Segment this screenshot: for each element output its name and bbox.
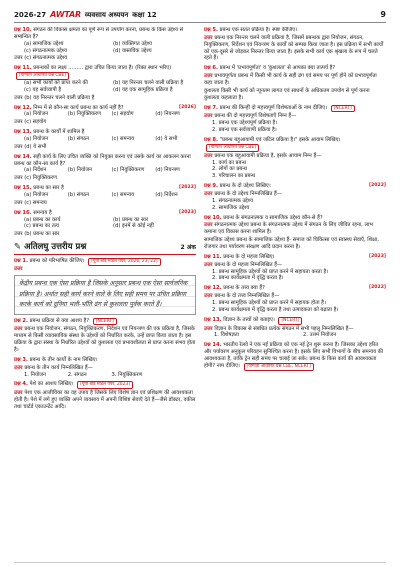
list-item: 3. परिचालन का प्रबन्ध <box>212 173 256 180</box>
question-text: सही कार्य के लिए उचित व्यक्ति को नियुक्त करना एवं उसके कार्य का आकलन करना प्रबन्ध का कौन-सा कार्य है? <box>14 153 191 167</box>
question-text: प्रबन्ध के दो उद्देश्य लिखिए। <box>219 183 271 190</box>
answer: उत्तर प्रबन्ध की दो महत्त्वपूर्ण विशेषताएँ निम्न हैं— <box>204 113 297 120</box>
answer-text: प्रबन्ध के तीन कार्य निम्नलिखित हैं— <box>24 364 93 371</box>
question-text: विज्ञान के तत्त्वों को बताइए। <box>223 316 275 323</box>
answer: उत्तर प्रबन्ध के तीन कार्य निम्नलिखित हैं— <box>14 364 93 371</box>
short-q-1 <box>14 258 196 314</box>
page-header <box>14 9 386 23</box>
question-number: प्रश्न 12. <box>14 104 32 111</box>
question-number: प्रश्न 15. <box>14 185 32 192</box>
question-text: प्रबन्धकों का लक्ष्य ......... द्वारा उचित किया जाता है। (रिक्त स्थान भरिए) <box>33 65 172 72</box>
answer-text: प्रबन्ध के दो महत्त्व निम्नलिखित हैं— <box>214 261 283 268</box>
question-number: प्रश्न 1. <box>14 258 29 265</box>
question-text: प्रबन्ध को परिभाषित कीजिए। <box>29 258 85 265</box>
question-number: प्रश्न 12. <box>204 285 222 292</box>
question-number: प्रश्न 4. <box>14 381 29 388</box>
option: (b) प्रबन्ध का सार <box>113 216 149 223</box>
question-number: प्रश्न 11. <box>14 65 32 72</box>
header-subject: व्यवसाय अध्ययन <box>84 10 129 19</box>
question-text: "प्रबन्ध बहुआयामी एवं जटिल प्रक्रिया है।" इसके आयाम लिखिए। <box>219 136 341 143</box>
question-text: समन्वय है <box>33 209 52 216</box>
answer-text: प्रबन्ध एक निरन्तर चलने वाली प्रक्रिया है, जिसमें प्रबन्धक द्वारा नियोजन, संगठन, नियुक्तिकरण, निर्देशन एवं नियन्त्रण के कार्यों को सम्पन्न किया जाता है। इस प्रक्रिया में सभी कार्यों को एक-दूसरे से जोड़कर निरन्तर किया जाता है। इसके सभी कार्य एक श्रृंखला के रूप में चलते रहते हैं। <box>204 34 384 62</box>
option: (b) नियुक्तिकरण <box>67 111 101 118</box>
answer: उत्तर प्रबन्ध एक निरन्तर चलने वाली प्रक्रिया है, जिसमें प्रबन्धक द्वारा नियोजन, संगठन, नियुक्तिकरण, निर्देशन एवं नियन्त्रण के कार्यों को सम्पन्न किया जाता है। इस प्रक्रिया में सभी कार्यों को एक-दूसरे से जोड़कर निरन्तर किया जाता है। इसके सभी कार्य एक श्रृंखला के रूप में चलते रहते हैं। <box>204 34 384 62</box>
list-item: 1. प्रबन्ध एक उद्देश्यपूर्ण प्रक्रिया है। <box>212 120 278 127</box>
question-number: प्रश्न 11. <box>204 253 222 260</box>
left-column <box>14 27 196 414</box>
header-left <box>14 10 157 21</box>
answer: उत्तर प्रबन्ध एक नियोजन, संगठन, नियुक्तिकरण, निर्देशन एवं नियन्त्रण की एक प्रक्रिया है, जिसके माध्यम से किसी व्यावसायिक संस्था के उद्देश्यों को निर्धारित करके, उन्हें प्राप्त किया जाता है। इस प्रक्रिया के द्वारा संस्था के निर्धारित उद्देश्यों को कुशलता एवं प्रभावशीलता से प्राप्त करना संभव होता है। <box>14 326 196 354</box>
options <box>14 192 196 199</box>
year-tag: [2023] <box>179 209 196 215</box>
options <box>14 136 196 143</box>
question-text: प्रबन्ध के दो महत्त्व लिखिए। <box>223 253 275 260</box>
section-heading <box>14 242 196 255</box>
option: (d) नियन्त्रण <box>155 111 180 118</box>
option: (d) वास्तविक उद्देश्य <box>113 47 152 54</box>
option: (d) निर्देशन <box>155 192 178 198</box>
answer: उत्तर (c) संगठनात्मक उद्देश्य <box>14 55 68 62</box>
option: (c) संगठनात्मक उद्देश्य <box>24 47 67 54</box>
option: (a) नियोजन <box>24 111 49 118</box>
answer: उत्तर (b) यह निरन्तर चलने वाली प्रक्रिया है <box>14 94 95 101</box>
option: (d) इनमें से कोई नहीं <box>113 223 154 230</box>
answer-list <box>204 332 386 339</box>
list-item: 2. संगठन <box>67 371 87 378</box>
question-number: प्रश्न 10. <box>204 214 222 221</box>
option: (c) समन्वय <box>111 192 135 198</box>
answer: उत्तर (d) ये सभी <box>14 143 47 150</box>
short-q-2 <box>14 318 196 354</box>
question-number: प्रश्न 5. <box>204 27 219 33</box>
header-year: 2026-27 <box>14 10 47 19</box>
source-tag: [NCERT] <box>93 318 117 326</box>
list-item: 1. विशेषज्ञता <box>214 332 239 339</box>
source-tag: [NCERT] <box>278 317 302 325</box>
list-item: 1. संगठनात्मक उद्देश्य <box>212 197 254 204</box>
short-q-6 <box>204 65 386 101</box>
option: (c) यह सर्वव्यापी है <box>24 86 62 93</box>
question-text: प्रबन्ध एक सतत प्रक्रिया है। स्पष्ट कीजिए। <box>219 27 298 33</box>
source-tag: [योग्यता आधारित प्रश्न CBE, NCERT] <box>244 363 314 371</box>
question-text: प्रबन्ध के कार्यों में शामिल है <box>33 129 85 136</box>
mcq-16 <box>14 210 196 238</box>
question-text: पेशे का आशय लिखिए। <box>29 381 74 388</box>
options <box>14 80 196 94</box>
list-item: 2. उत्तम नियोजन <box>303 332 337 339</box>
answer: उत्तर संगठनात्मक उद्देश्य प्रबन्ध के संगठनात्मक उद्देश्य में संगठन के लिए जीवित रहना, लाभ कमाना एवं विकास करना शामिल है। <box>204 222 373 236</box>
list-item: 2. प्रबन्ध कार्यक्षमता में वृद्धि करता है। <box>212 275 284 282</box>
header-class: कक्षा 12 <box>132 10 157 19</box>
answer: उत्तर प्रबन्ध के दो उद्देश्य निम्नलिखित हैं— <box>204 190 282 197</box>
short-q-7 <box>204 105 386 134</box>
question-number: प्रश्न 16. <box>14 209 32 216</box>
option: (a) सामाजिक उद्देश्य <box>24 40 64 47</box>
option: (c) समन्वय <box>111 135 135 142</box>
question-text: प्रबन्ध प्रक्रिया से क्या आशय है? <box>29 317 90 324</box>
page-number: 9 <box>380 10 386 20</box>
answer: उत्तर (c) समन्वय <box>14 199 47 206</box>
list-item: 1. प्रबन्ध सामूहिक उद्देश्यों को प्राप्त करने में सहायक होता है। <box>212 299 326 306</box>
section-marks: 2 अंक <box>180 243 196 251</box>
option: (d) यह एक सामूहिक प्रक्रिया है <box>113 86 173 93</box>
option: (a) प्रबन्ध का कार्य <box>24 216 61 223</box>
answer-list <box>14 372 196 379</box>
option: (a) नियोजन <box>24 192 49 198</box>
brand-logo: AWTAR <box>50 10 81 20</box>
option: (b) यह निरन्तर चलने वाली प्रक्रिया है <box>113 79 184 86</box>
pencil-icon: ✎ <box>14 242 22 253</box>
answer-text: विज्ञान के विकास से संबंधित प्रत्येक संगठन में सभी पहलु निम्नलिखित हैं— <box>214 325 354 332</box>
question-text: प्रबन्ध की किन्हीं दो महत्त्वपूर्ण विशेषताओं के नाम दीजिए। <box>219 104 328 111</box>
list-item: 1. कार्य का प्रबन्ध <box>212 159 247 166</box>
option: (a) सभी कार्यों को प्राप्त करने की <box>24 79 88 86</box>
option: (d) नियन्त्रण <box>155 167 180 174</box>
question-text: प्रबन्ध का सार है <box>33 185 64 192</box>
answer-text: प्रभावपूर्णता प्रबन्ध में किसी भी कार्य के सही ढंग एवं समय पर पूर्ण होने को प्रभावपूर्णता कहा जाता है। <box>204 73 377 87</box>
options <box>14 41 196 55</box>
answer: उत्तर (c) सहयोग <box>14 119 47 126</box>
question-number: प्रश्न 8. <box>204 136 219 143</box>
short-q-4 <box>14 381 196 410</box>
footer-rule <box>14 562 386 563</box>
year-tag: [2026] <box>179 104 196 110</box>
year-tag: [2022] <box>369 285 386 291</box>
list-item: 2. सामाजिक उद्देश्य <box>212 204 250 211</box>
source-tag: [यूपी बोर्ड मॉडल पेपर, 2023] <box>77 381 133 389</box>
question-number: प्रश्न 9. <box>204 183 219 190</box>
mcq-15 <box>14 185 196 207</box>
source-tag: [योग्यता आधारित प्रश्न CBE] <box>16 72 69 80</box>
option: (b) व्यक्तिगत उद्देश्य <box>113 40 152 47</box>
section-title-text: अतिलघु उत्तरीय प्रश्न <box>24 242 87 253</box>
question-number: प्रश्न 14. <box>14 153 32 160</box>
question-text: निम्न में से कौन-सा कार्य प्रबन्ध का कार्य नहीं है? <box>33 104 124 111</box>
question-number: प्रश्न 6. <box>204 65 219 72</box>
list-item: 1. प्रबन्ध सामूहिक उद्देश्यों को प्राप्त करने में सहायता करता है। <box>212 268 329 275</box>
option: (c) सहयोग <box>111 111 134 118</box>
section-title <box>14 242 86 253</box>
option: (d) ये सभी <box>155 135 178 142</box>
question-text: भारतीय रेलवे ने एक नई प्रक्रिया को एक नई ट्रेन शुरू करना है। जिसका उद्देश्य हरित और पर्यावरण अनुकूल परिवहन सुनिश्चित करना है। इसके लिए सभी विभागों के बीच समन्वय की आवश्यकता है, ताकि ट्रेन सही समय पर चलाई जा सके। प्रबन्ध के किस कार्य की आवश्यकता होगी? नाम दीजिए। <box>204 342 384 369</box>
short-q-9 <box>204 183 386 211</box>
short-q-5 <box>204 27 386 62</box>
answer-continued: कुशलता किसी भी कार्य को न्यूनतम लागत एवं साधनों के अधिकतम उपयोग से पूर्ण करना कुशलता कहलाता है। <box>204 87 370 101</box>
answer-text: प्रबन्ध के दो तत्त्व निम्नलिखित हैं— <box>214 293 280 300</box>
answer: उत्तर प्रबन्ध एक बहुआयामी प्रक्रिया है, इसके आयाम निम्न हैं— <box>204 152 322 159</box>
question-number: प्रश्न 10. <box>14 27 32 33</box>
answer-label: उत्तर <box>14 266 23 273</box>
mcq-14 <box>14 154 196 182</box>
question-text: प्रबन्ध में 'प्रभावपूर्णता' व 'कुशलता' से आपका क्या तात्पर्य है? <box>219 65 336 72</box>
answer: उत्तर (b) प्रबन्ध का सार <box>14 231 60 238</box>
answer-text: प्रबन्ध एक बहुआयामी प्रक्रिया है, इसके आयाम निम्न हैं— <box>214 152 322 159</box>
question-number: प्रश्न 3. <box>14 356 29 363</box>
short-q-3 <box>14 357 196 379</box>
answer-text: प्रबन्ध एक नियोजन, संगठन, नियुक्तिकरण, निर्देशन एवं नियन्त्रण की एक प्रक्रिया है, जिसके माध्यम से किसी व्यावसायिक संस्था के उद्देश्यों को निर्धारित करके, उन्हें प्राप्त किया जाता है। इस प्रक्रिया के द्वारा संस्था के निर्धारित उद्देश्यों को कुशलता एवं प्रभावशीलता से प्राप्त करना संभव होता है। <box>14 326 196 354</box>
answer-text: प्रबन्ध की दो महत्त्वपूर्ण विशेषताएँ निम्न हैं— <box>214 113 297 120</box>
source-tag: [यूपी बोर्ड मॉडल पेपर, 2026, 23, 22] <box>88 258 160 266</box>
option: (a) निर्देशन <box>24 167 47 174</box>
list-item: 3. नियुक्तिकरण <box>111 371 143 378</box>
answer: उत्तर पेशा एक आजीविका का वह उपाय है जिसके लिए विशेष ज्ञान एवं प्रशिक्षण की आवश्यकता होती है। पेशे में लगे हुए व्यक्ति अपने व्यवसाय में अपनी विशिष्ट सेवाएँ देते हैं—जैसे डॉक्टर, वकील तथा चार्टर्ड एकाउन्टेंट आदि। <box>14 390 196 410</box>
question-number: प्रश्न 14. <box>204 342 222 349</box>
answer: उत्तर प्रभावपूर्णता प्रबन्ध में किसी भी कार्य के सही ढंग एवं समय पर पूर्ण होने को प्रभावपूर्णता कहा जाता है। <box>204 73 377 87</box>
mcq-11 <box>14 65 196 101</box>
year-tag: [2023] <box>369 253 386 259</box>
options <box>14 111 196 118</box>
short-q-11 <box>204 254 386 282</box>
short-q-8 <box>204 137 386 180</box>
mcq-10 <box>14 27 196 62</box>
answer-text: संगठनात्मक उद्देश्य प्रबन्ध के संगठनात्मक उद्देश्य में संगठन के लिए जीवित रहना, लाभ कमाना एवं विकास करना शामिल है। <box>204 222 373 236</box>
handwritten-answer: केंद्रीय प्रबन्ध एक ऐसा प्रक्रिया है जिसके अनुसार प्रबन्ध एक ऐसा सार्वजनिक प्रक्रिया है। अर्थात सही कार्य करने वाले के लिए सही समय पर उचित प्रक्रिया करके कार्य को दुनिया भली-भाँति ढंग से कुशलता पूर्वक करते हैं। <box>14 275 196 315</box>
options <box>14 167 196 174</box>
question-text: प्रबन्ध के तत्त्व क्या हैं? <box>223 285 265 292</box>
year-tag: [2022] <box>179 185 196 191</box>
answer: उत्तर प्रबन्ध के दो तत्त्व निम्नलिखित हैं— <box>204 293 280 300</box>
answer-text: पेशा एक आजीविका का वह उपाय है जिसके लिए विशेष ज्ञान एवं प्रशिक्षण की आवश्यकता होती है। पेशे में लगे हुए व्यक्ति अपने व्यवसाय में अपनी विशिष्ट सेवाएँ देते हैं—जैसे डॉक्टर, वकील तथा चार्टर्ड एकाउन्टेंट आदि। <box>14 390 196 410</box>
list-item: 2. प्रबन्ध एक सर्वव्यापी प्रक्रिया है। <box>212 127 277 134</box>
answer: उत्तर प्रबन्ध के दो महत्त्व निम्नलिखित हैं— <box>204 261 283 268</box>
list-item: 2. प्रबन्ध कार्यक्षमता में वृद्धि करता है तथा उत्पादकता को बढ़ाता है। <box>212 306 339 313</box>
option: (c) नियुक्तिकरण <box>111 167 145 174</box>
short-q-14 <box>204 342 386 370</box>
option: (c) प्रबन्ध का तत्व <box>24 223 59 230</box>
question-number: प्रश्न 13. <box>14 129 32 136</box>
source-tag: [योग्यता आधारित प्रश्न CBE] <box>206 144 259 152</box>
answer: उत्तर विज्ञान के विकास से संबंधित प्रत्येक संगठन में सभी पहलु निम्नलिखित हैं— <box>204 325 354 332</box>
options <box>14 217 196 231</box>
two-column-body <box>14 27 386 414</box>
answer-continued: सामाजिक उद्देश्य प्रबन्ध के सामाजिक उद्देश्य हैं- समाज को चिकित्सा एवं स्वास्थ्य सेवाएँ, शिक्षा, रोजगार तथा पर्यावरण संरक्षण आदि प्रदान करना है। <box>204 237 379 250</box>
option: (b) संगठन <box>67 192 90 198</box>
question-text: प्रबन्ध के तीन कार्यों के नाम लिखिए। <box>29 356 98 363</box>
option: (b) संगठन <box>67 135 90 142</box>
question-number: प्रश्न 7. <box>204 104 219 111</box>
question-text: प्रबन्ध के संगठनात्मक व सामाजिक उद्देश्य कौन-से हैं? <box>223 214 323 221</box>
answer: उत्तर (c) नियुक्तिकरण <box>14 175 57 182</box>
question-number: प्रश्न 2. <box>14 317 29 324</box>
answer-text: प्रबन्ध के दो उद्देश्य निम्नलिखित हैं— <box>214 190 282 197</box>
option: (a) नियोजन <box>24 135 49 142</box>
mcq-13 <box>14 129 196 151</box>
year-tag: [2022] <box>369 183 386 189</box>
short-q-10 <box>204 215 386 251</box>
question-text: संगठन की विकास क्षमता का पूर्ण रूप से उपयोग करना, प्रबन्ध के किस उद्देश्य से सम्बन्धित है? <box>14 27 184 40</box>
source-tag: [NCERT] <box>331 105 355 113</box>
right-column <box>204 27 386 414</box>
question-number: प्रश्न 13. <box>204 316 222 323</box>
list-item: 1. नियोजन <box>24 371 46 378</box>
short-q-12 <box>204 285 386 313</box>
short-q-13 <box>204 317 386 340</box>
option: (b) नियोजन <box>67 167 93 174</box>
mcq-12 <box>14 105 196 127</box>
list-item: 2. लोगों का प्रबन्ध <box>212 166 247 173</box>
